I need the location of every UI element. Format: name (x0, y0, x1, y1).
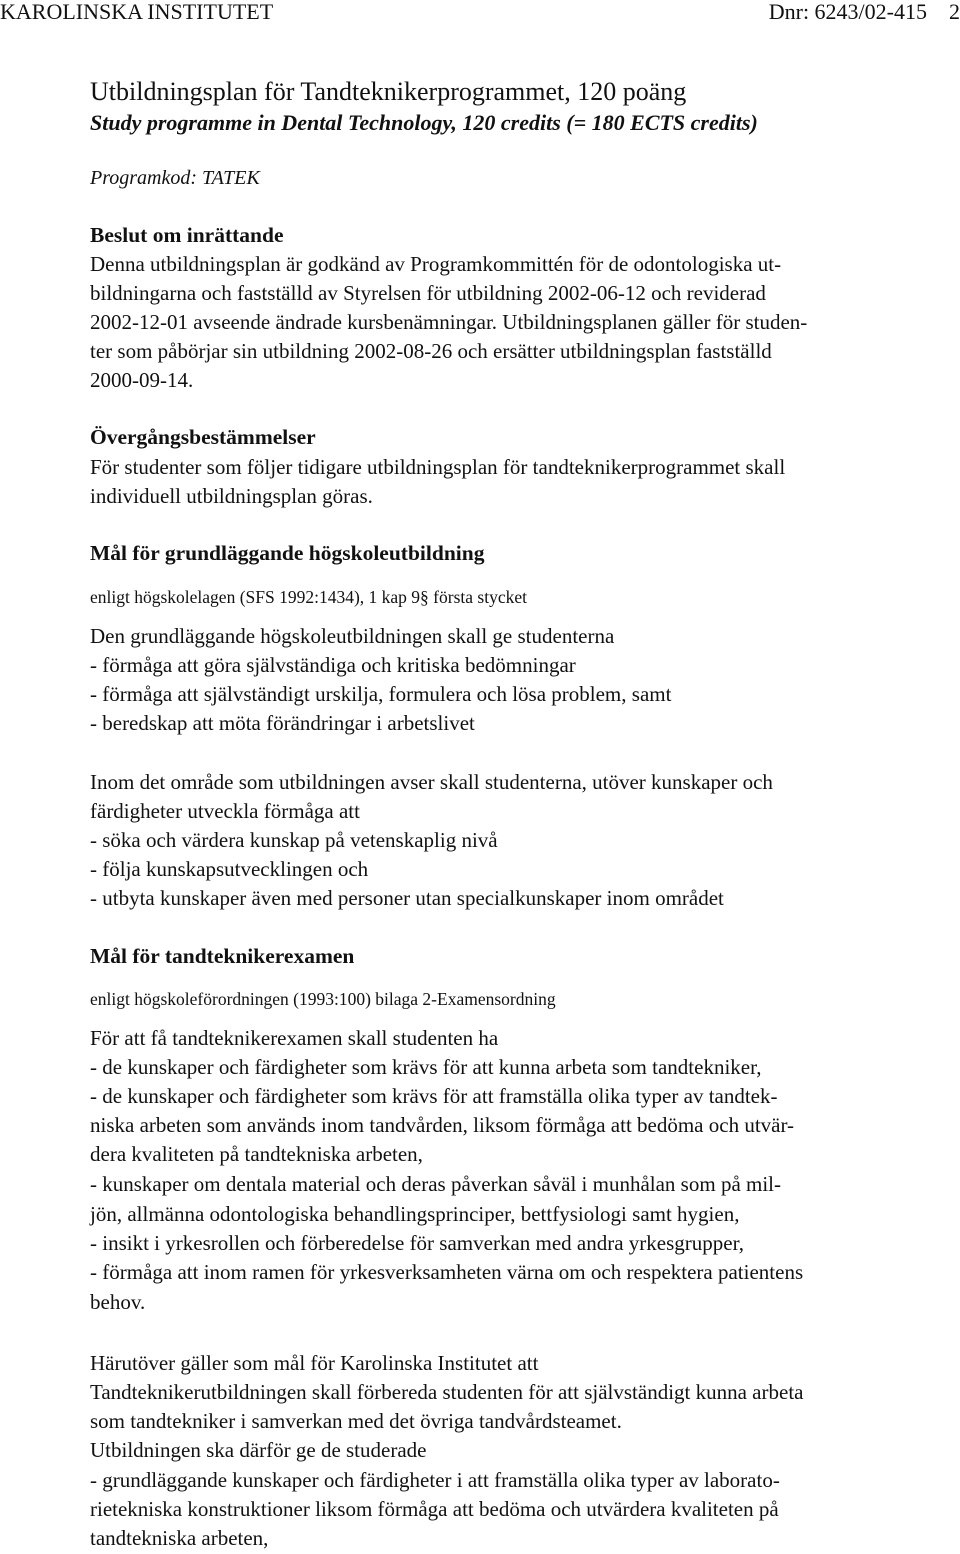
list-item: - följa kunskapsutvecklingen och (90, 857, 369, 881)
section-heading-mal-examen: Mål för tandteknikerexamen (90, 944, 355, 968)
section-heading-beslut: Beslut om inrättande (90, 223, 284, 247)
paragraph-line: ter som påbörjar sin utbildning 2002-08-26 och ersätter utbildningsplan fastställd (90, 339, 772, 363)
paragraph-line: rietekniska konstruktioner liksom förmåga att bedöma och utvärdera kvaliteten på (90, 1497, 779, 1521)
document-reference-number: Dnr: 6243/02-415 (768, 0, 927, 24)
list-item: - de kunskaper och färdigheter som krävs för att framställa olika typer av tandtek- (90, 1084, 778, 1108)
paragraph-line: Denna utbildningsplan är godkänd av Programkommittén för de odontologiska ut- (90, 252, 782, 276)
paragraph-line: Inom det område som utbildningen avser skall studenterna, utöver kunskaper och (90, 770, 773, 794)
list-item: - söka och värdera kunskap på vetenskaplig nivå (90, 828, 498, 852)
paragraph-line: som tandtekniker i samverkan med det övriga tandvårdsteamet. (90, 1409, 622, 1433)
paragraph-line: niska arbeten som används inom tandvården, liksom förmåga att bedöma och utvär- (90, 1113, 795, 1137)
legal-reference: enligt högskoleförordningen (1993:100) bilaga 2-Examensordning (90, 989, 556, 1009)
paragraph-line: behov. (90, 1290, 146, 1314)
legal-reference: enligt högskolelagen (SFS 1992:1434), 1 kap 9§ första stycket (90, 587, 527, 607)
institution-name: KAROLINSKA INSTITUTET (0, 0, 274, 24)
list-item: - förmåga att självständigt urskilja, formulera och lösa problem, samt (90, 682, 672, 706)
page-number: 2 (949, 0, 960, 24)
document-subtitle: Study programme in Dental Technology, 120 credits (= 180 ECTS credits) (90, 110, 758, 135)
paragraph-line: individuell utbildningsplan göras. (90, 484, 373, 508)
program-code: Programkod: TATEK (90, 167, 260, 189)
paragraph-line: Härutöver gäller som mål för Karolinska Institutet att (90, 1351, 539, 1375)
section-heading-overgang: Övergångsbestämmelser (90, 425, 316, 449)
list-item: - beredskap att möta förändringar i arbetslivet (90, 711, 475, 735)
paragraph-line: För studenter som följer tidigare utbildningsplan för tandteknikerprogrammet skall (90, 455, 786, 479)
document-title: Utbildningsplan för Tandteknikerprogrammet, 120 poäng (90, 77, 687, 106)
list-item: - insikt i yrkesrollen och förberedelse för samverkan med andra yrkesgrupper, (90, 1231, 745, 1255)
paragraph-line: Utbildningen ska därför ge de studerade (90, 1438, 427, 1462)
paragraph-line: Tandteknikerutbildningen skall förbereda studenten för att självständigt kunna arbeta (90, 1380, 804, 1404)
paragraph-line: 2000-09-14. (90, 368, 194, 392)
paragraph-line: dera kvaliteten på tandtekniska arbeten, (90, 1142, 423, 1166)
paragraph-line: För att få tandteknikerexamen skall studenten ha (90, 1026, 499, 1050)
list-item: - kunskaper om dentala material och deras påverkan såväl i munhålan som på mil- (90, 1172, 782, 1196)
section-heading-mal-grund: Mål för grundläggande högskoleutbildning (90, 541, 485, 565)
paragraph-line: Den grundläggande högskoleutbildningen skall ge studenterna (90, 624, 615, 648)
page-reference (769, 1, 960, 23)
paragraph-line: färdigheter utveckla förmåga att (90, 799, 360, 823)
list-item: - grundläggande kunskaper och färdigheter i att framställa olika typer av laborato- (90, 1468, 780, 1492)
list-item: - de kunskaper och färdigheter som krävs för att kunna arbeta som tandtekniker, (90, 1055, 762, 1079)
paragraph-line: tandtekniska arbeten, (90, 1526, 269, 1550)
paragraph-line: bildningarna och fastställd av Styrelsen för utbildning 2002-06-12 och reviderad (90, 281, 766, 305)
paragraph-line: 2002-12-01 avseende ändrade kursbenämningar. Utbildningsplanen gäller för studen- (90, 310, 808, 334)
paragraph-line: jön, allmänna odontologiska behandlingsprinciper, bettfysiologi samt hygien, (90, 1202, 740, 1226)
list-item: - utbyta kunskaper även med personer utan specialkunskaper inom området (90, 886, 724, 910)
list-item: - förmåga att inom ramen för yrkesverksamheten värna om och respektera patientens (90, 1260, 804, 1284)
list-item: - förmåga att göra självständiga och kritiska bedömningar (90, 653, 576, 677)
